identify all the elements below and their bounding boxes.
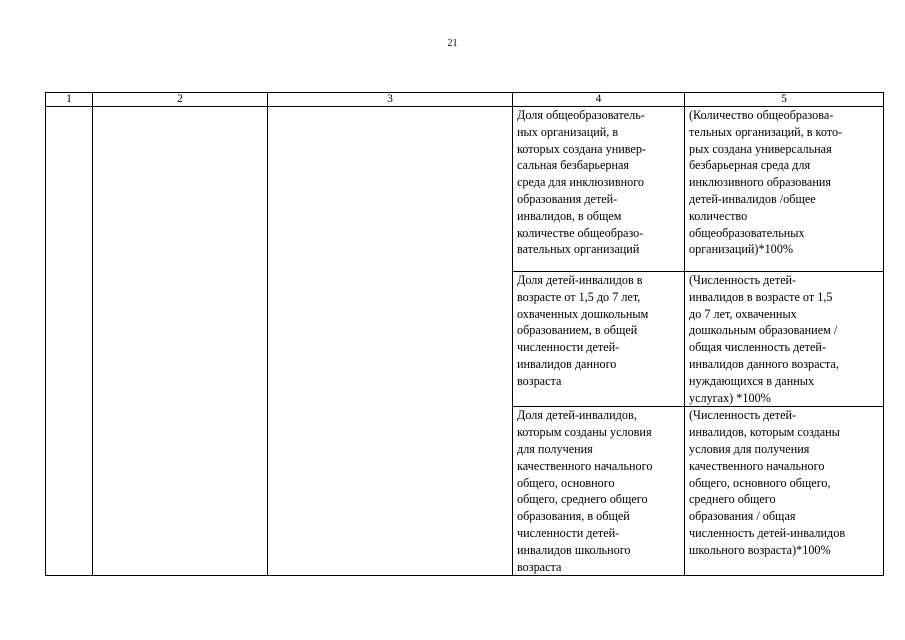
row-1-empty-cell-2 — [93, 107, 268, 576]
row-1-empty-cell-1 — [46, 107, 93, 576]
column-header-5: 5 — [685, 93, 884, 107]
column-header-2: 2 — [93, 93, 268, 107]
table-header-row — [46, 93, 884, 107]
formula-cell: (Численность детей- инвалидов в возрасте от 1,5 до 7 лет, охваченных дошкольным образованием / общая численность детей- инвалидов данного возраста, нуждающихся в данных услугах) *100% — [685, 272, 884, 407]
column-header-3: 3 — [268, 93, 513, 107]
formula-cell: (Количество общеобразова- тельных организаций, в кото- рых создана универсальная безбарьерная среда для инклюзивного образования детей-инвалидов /общее количество общеобразовательных организаций)*100% — [685, 107, 884, 272]
page-number: 21 — [447, 38, 458, 49]
row-1-empty-cell-3 — [268, 107, 513, 576]
indicator-cell: Доля детей-инвалидов в возрасте от 1,5 до 7 лет, охваченных дошкольным образованием, в общей численности детей- инвалидов данного возраста — [513, 272, 685, 407]
formula-cell: (Численность детей- инвалидов, которым созданы условия для получения качественного начального общего, основного общего, среднего общего образования / общая численность детей-инвалидов школьного возраста)*100% — [685, 407, 884, 576]
indicator-cell: Доля общеобразователь- ных организаций, в которых создана универ- сальная безбарьерная среда для инклюзивного образования детей- инвалидов, в общем количестве общеобразо- вательных организаций — [513, 107, 685, 272]
column-header-4: 4 — [513, 93, 685, 107]
indicators-table — [45, 92, 884, 576]
column-header-1: 1 — [46, 93, 93, 107]
indicator-cell: Доля детей-инвалидов, которым созданы условия для получения качественного начального общего, основного общего, среднего общего образования, в общей численности детей- инвалидов школьного возраста — [513, 407, 685, 576]
table-row — [46, 107, 884, 272]
